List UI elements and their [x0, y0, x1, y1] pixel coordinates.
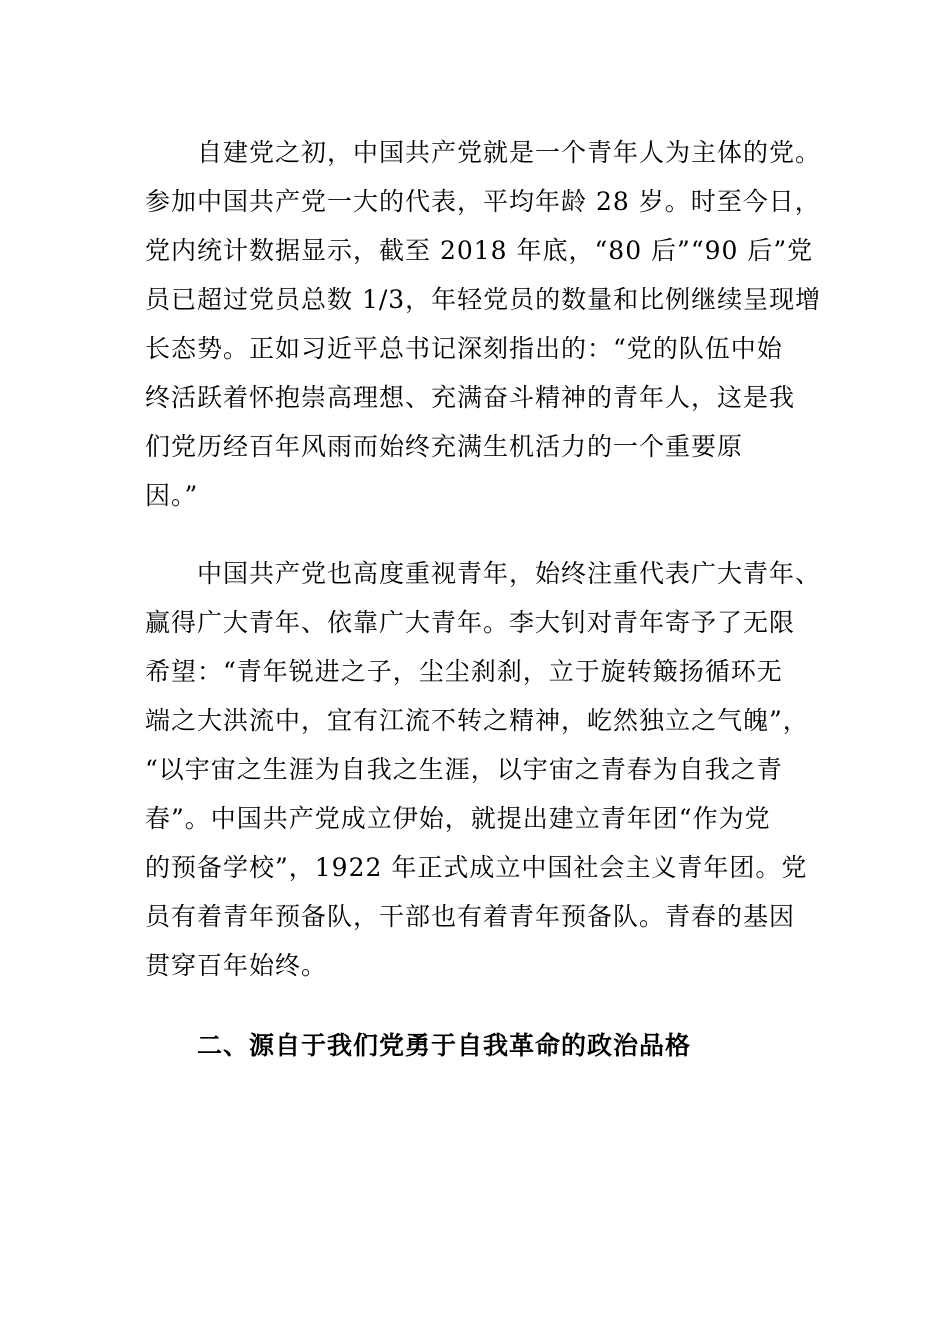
paragraph-2: [145, 549, 822, 990]
paragraph-line: 终活跃着怀抱崇高理想、充满奋斗精神的青年人，这是我: [145, 383, 796, 412]
paragraph-1: [145, 128, 822, 520]
paragraph-line: 党内统计数据显示，截至 2018 年底，“80 后”“90 后”党: [145, 236, 814, 265]
heading-spacer: [145, 990, 807, 1021]
paragraph-line: 贯穿百年始终。: [145, 951, 328, 980]
paragraph-line: 参加中国共产党一大的代表，平均年龄 28 岁。时至今日，: [145, 187, 821, 216]
document-body: [145, 128, 822, 1070]
paragraph-line: 员已超过党员总数 1/3，年轻党员的数量和比例继续呈现增: [145, 285, 822, 314]
section-heading: 二、源自于我们党勇于自我革命的政治品格: [145, 1031, 692, 1060]
paragraph-line: 春”。中国共产党成立伊始，就提出建立青年团“作为党: [145, 804, 771, 833]
paragraph-line: 们党历经百年风雨而始终充满生机活力的一个重要原: [145, 432, 744, 461]
paragraph-line: 赢得广大青年、依靠广大青年。李大钊对青年寄予了无限: [145, 608, 796, 637]
paragraph-line: 自建党之初，中国共产党就是一个青年人为主体的党。: [145, 138, 822, 167]
paragraph-line: 因。”: [145, 481, 199, 510]
paragraph-line: 中国共产党也高度重视青年，始终注重代表广大青年、: [145, 559, 822, 588]
paragraph-line: 员有着青年预备队，干部也有着青年预备队。青春的基因: [145, 902, 796, 931]
paragraph-line: “以宇宙之生涯为自我之生涯，以宇宙之青春为自我之青: [145, 755, 783, 784]
paragraph-line: 希望：“青年锐进之子，尘尘刹刹，立于旋转簸扬循环无: [145, 657, 783, 686]
paragraph-line: 长态势。正如习近平总书记深刻指出的：“党的队伍中始: [145, 334, 783, 363]
paragraph-line: 的预备学校”，1922 年正式成立中国社会主义青年团。党: [145, 853, 808, 882]
paragraph-line: 端之大洪流中，宜有江流不转之精神，屹然独立之气魄”，: [145, 706, 809, 735]
paragraph-spacer: [145, 520, 807, 549]
